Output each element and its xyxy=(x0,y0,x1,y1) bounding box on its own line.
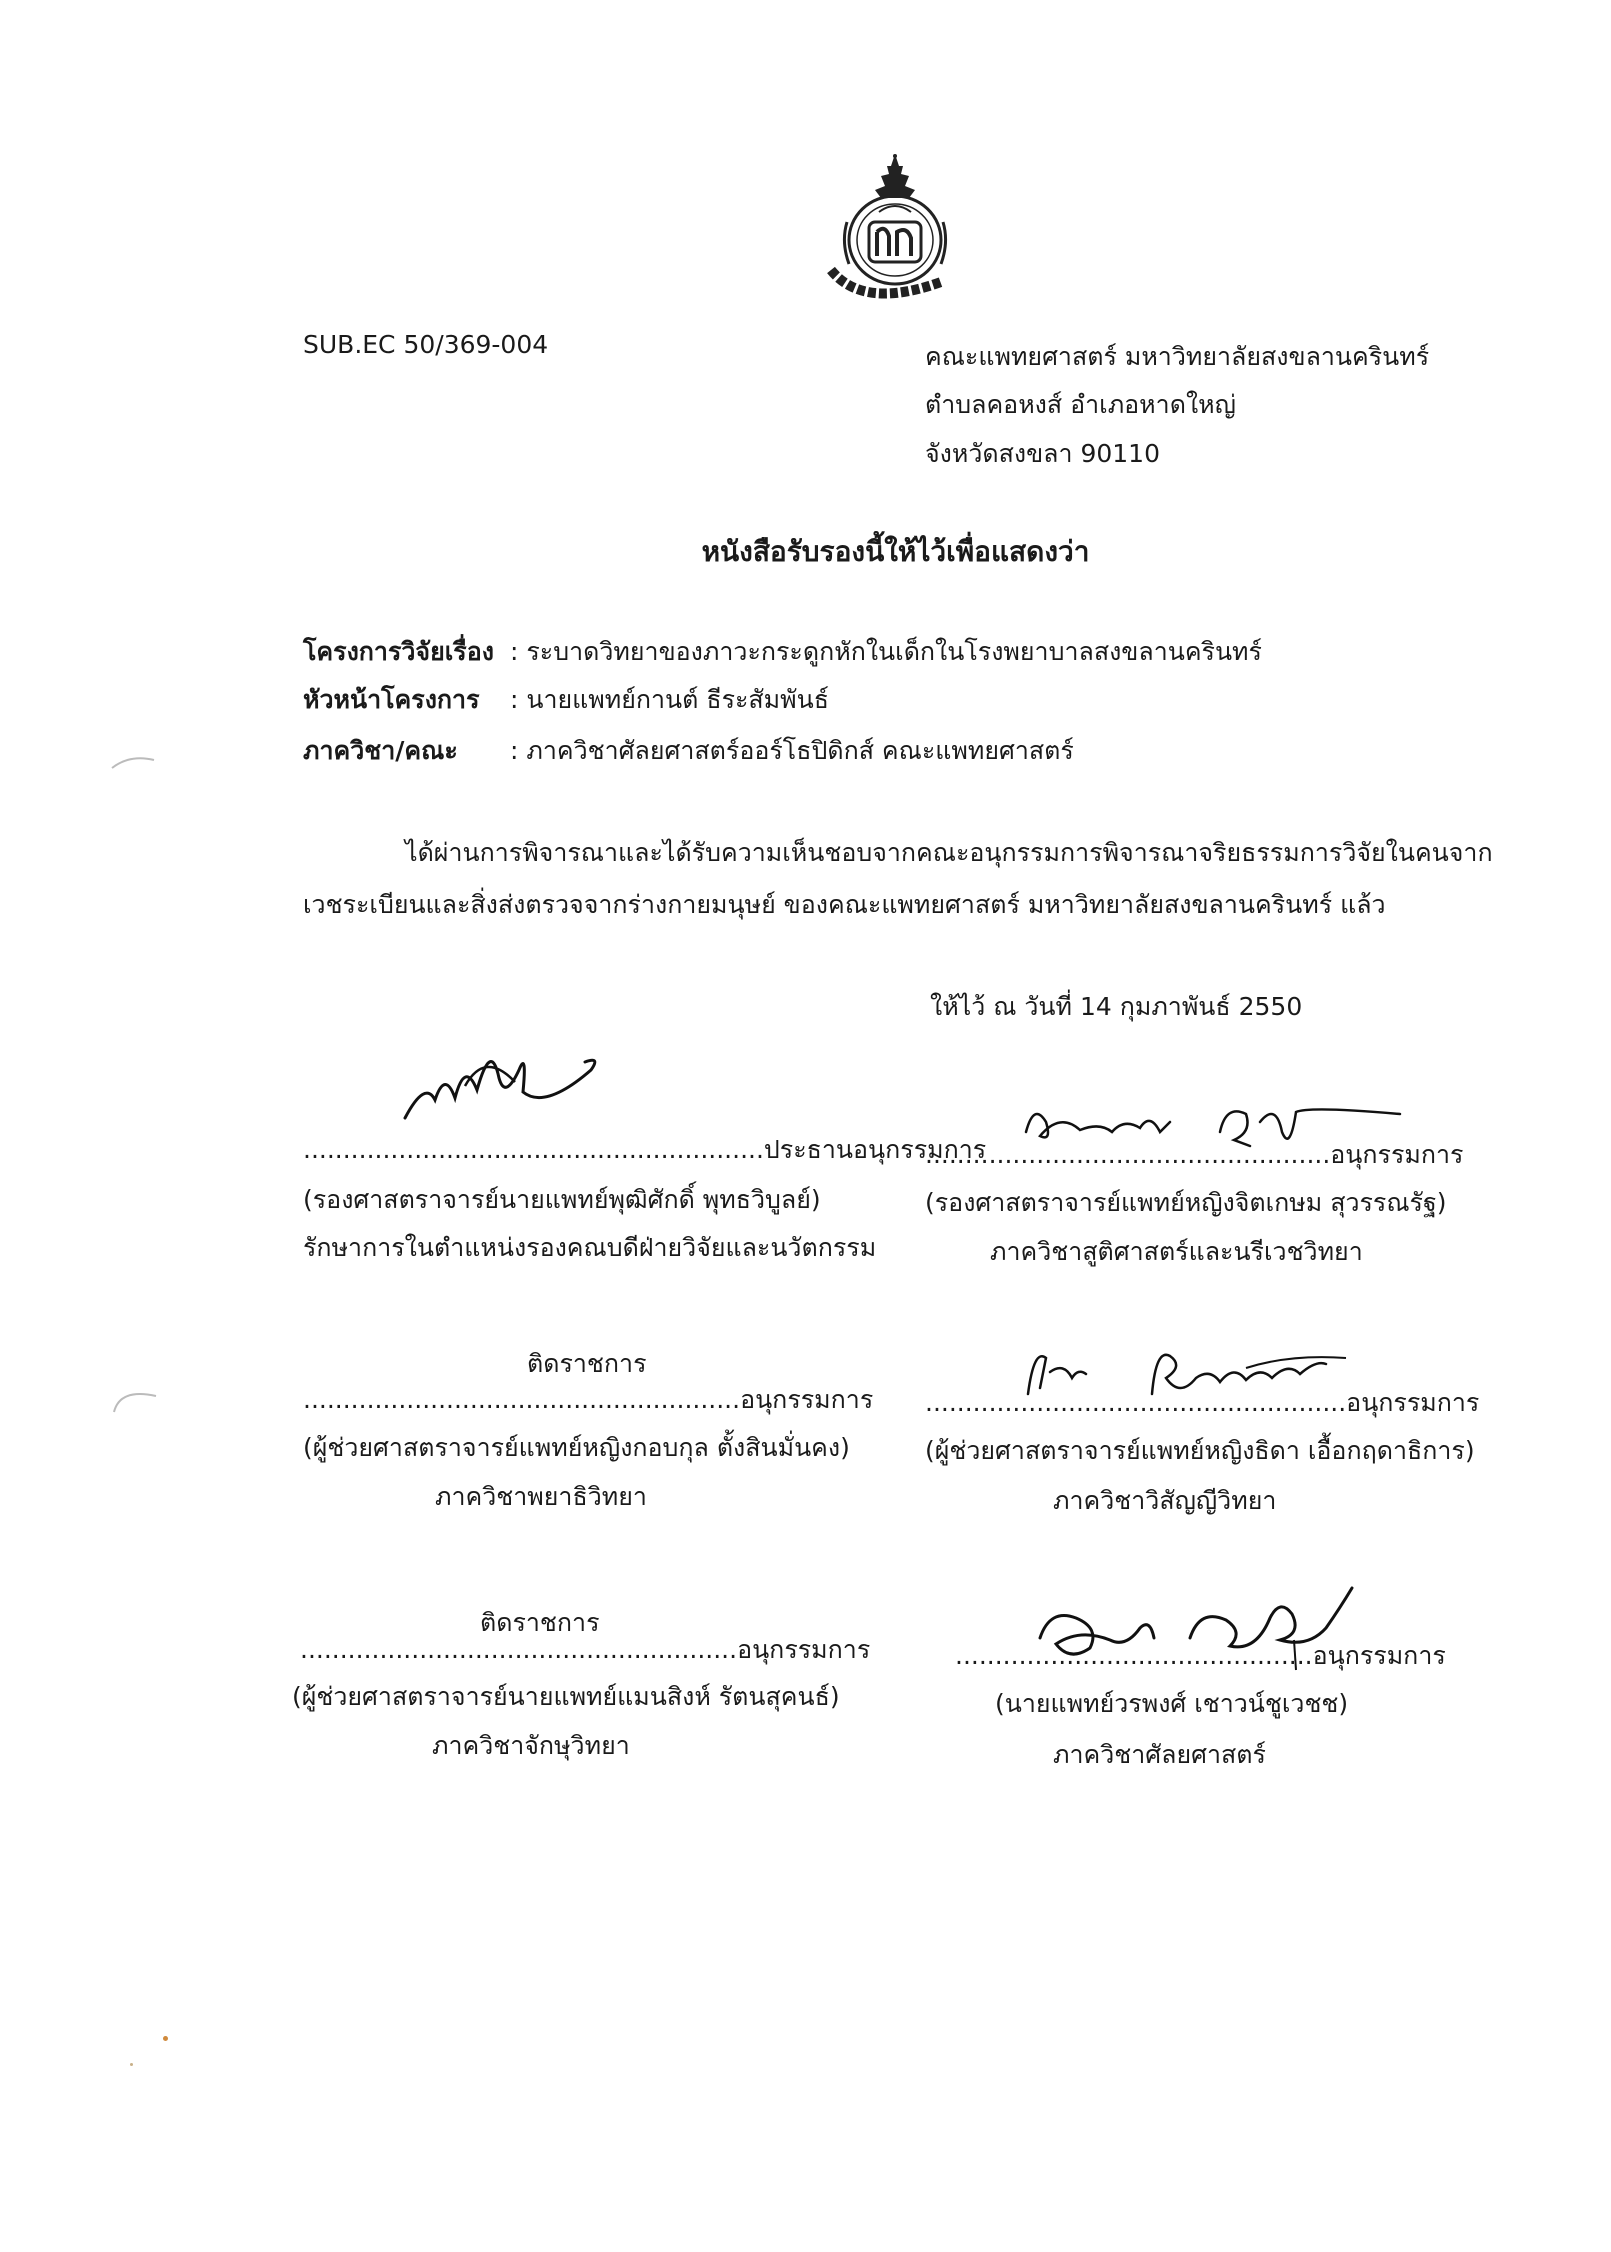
address-line-2: ตำบลคอหงส์ อำเภอหาดใหญ่ xyxy=(925,390,1236,419)
address-line-3: จังหวัดสงขลา 90110 xyxy=(925,439,1160,468)
signatory-5-line: .......................................................อนุกรรมการ xyxy=(300,1635,871,1664)
signatory-6-line: .............................................อนุกรรมการ xyxy=(955,1641,1446,1670)
signatory-4-affiliation: ภาควิชาวิสัญญีวิทยา xyxy=(1053,1486,1277,1515)
address-line-1: คณะแพทยศาสตร์ มหาวิทยาลัยสงขลานครินทร์ xyxy=(925,342,1430,371)
speck xyxy=(130,2063,133,2066)
signatory-6-affiliation: ภาควิชาศัลยศาสตร์ xyxy=(1053,1740,1266,1769)
signatory-2-affiliation: ภาควิชาสูติศาสตร์และนรีเวชวิทยา xyxy=(990,1237,1363,1266)
body-line-2: เวชระเบียนและสิ่งส่งตรวจจากร่างกายมนุษย์ ของคณะแพทยศาสตร์ มหาวิทยาลัยสงขลานครินทร์ แล้ว xyxy=(303,890,1386,919)
margin-mark xyxy=(112,1386,162,1420)
signatory-2-line: ...................................................อนุกรรมการ xyxy=(925,1140,1464,1169)
signature-chairman xyxy=(395,1020,615,1134)
signatory-3-status: ติดราชการ xyxy=(527,1349,647,1378)
university-seal xyxy=(823,152,968,312)
project-head-value: : นายแพทย์กานต์ ธีระสัมพันธ์ xyxy=(510,685,829,714)
signatory-5-name: (ผู้ช่วยศาสตราจารย์นายแพทย์แมนสิงห์ รัตนสุคนธ์) xyxy=(292,1682,840,1711)
project-head-label: หัวหน้าโครงการ xyxy=(303,685,480,714)
signatory-6-name: (นายแพทย์วรพงศ์ เชาวน์ชูเวชช) xyxy=(995,1689,1349,1718)
signatory-4-name: (ผู้ช่วยศาสตราจารย์แพทย์หญิงธิดา เอื้อกฤดาธิการ) xyxy=(925,1436,1475,1465)
speck xyxy=(163,2036,168,2041)
signatory-3-line: .......................................................อนุกรรมการ xyxy=(303,1385,874,1414)
issue-date: ให้ไว้ ณ วันที่ 14 กุมภาพันธ์ 2550 xyxy=(930,992,1303,1021)
signatory-1-line: ..........................................................ประธานอนุกรรมการ xyxy=(303,1135,987,1164)
project-dept-value: : ภาควิชาศัลยศาสตร์ออร์โธปิดิกส์ คณะแพทยศาสตร์ xyxy=(510,736,1074,765)
seal-emblem-icon xyxy=(823,152,968,312)
signatory-1-affiliation: รักษาการในตำแหน่งรองคณบดีฝ่ายวิจัยและนวัตกรรม xyxy=(303,1233,877,1262)
signatory-5-status: ติดราชการ xyxy=(480,1608,600,1637)
signatory-5-affiliation: ภาควิชาจักษุวิทยา xyxy=(432,1731,630,1760)
project-title-value: : ระบาดวิทยาของภาวะกระดูกหักในเด็กในโรงพยาบาลสงขลานครินทร์ xyxy=(510,637,1262,666)
signatory-4-line: .....................................................อนุกรรมการ xyxy=(925,1388,1480,1417)
signatory-3-affiliation: ภาควิชาพยาธิวิทยา xyxy=(435,1482,647,1511)
margin-mark xyxy=(110,752,160,776)
project-title-label: โครงการวิจัยเรื่อง xyxy=(303,637,494,666)
reference-number: SUB.EC 50/369-004 xyxy=(303,330,549,359)
body-line-1: ได้ผ่านการพิจารณาและได้รับความเห็นชอบจากคณะอนุกรรมการพิจารณาจริยธรรมการวิจัยในคนจาก xyxy=(405,838,1493,867)
signatory-3-name: (ผู้ช่วยศาสตราจารย์แพทย์หญิงกอบกุล ตั้งสินมั่นคง) xyxy=(303,1433,850,1462)
project-dept-label: ภาควิชา/คณะ xyxy=(303,736,458,765)
signatory-1-name: (รองศาสตราจารย์นายแพทย์พุฒิศักดิ์ พุทธวิบูลย์) xyxy=(303,1185,821,1214)
signatory-2-name: (รองศาสตราจารย์แพทย์หญิงจิตเกษม สุวรรณรัฐ) xyxy=(925,1188,1447,1217)
certificate-title: หนังสือรับรองนี้ให้ไว้เพื่อแสดงว่า xyxy=(701,535,1090,568)
